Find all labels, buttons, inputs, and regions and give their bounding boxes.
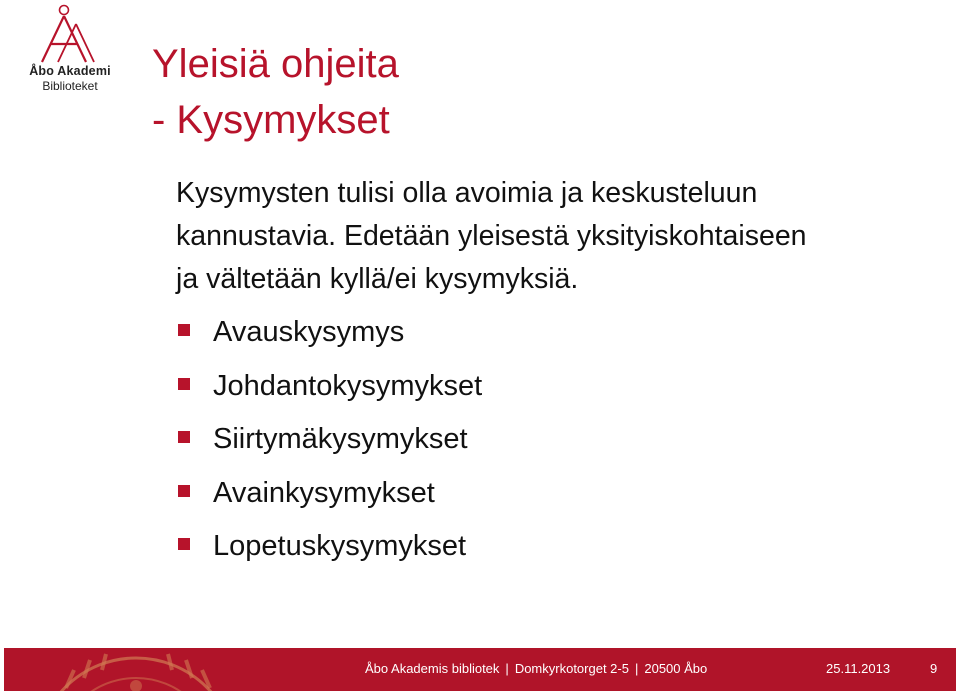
footer-library: Åbo Akademis bibliotek	[365, 661, 500, 676]
list-item-label: Siirtymäkysymykset	[213, 423, 468, 455]
logo-emblem-icon	[28, 4, 112, 66]
university-seal-icon	[36, 648, 236, 691]
slide-title: Yleisiä ohjeita	[152, 42, 399, 86]
page-number: 9	[930, 661, 938, 676]
footer-address	[365, 661, 707, 676]
body-paragraph	[176, 172, 916, 301]
footer-postal: 20500 Åbo	[644, 661, 708, 676]
logo-name: Åbo Akademi	[29, 64, 111, 78]
list-item	[178, 366, 482, 420]
slide-subtitle: - Kysymykset	[152, 98, 390, 142]
logo-subtitle: Biblioteket	[42, 79, 98, 93]
list-item-label: Johdantokysymykset	[213, 369, 483, 402]
square-bullet-icon	[178, 485, 190, 497]
list-item	[178, 526, 482, 580]
list-item-label: Avainkysymykset	[213, 476, 435, 509]
body-line-2: kannustavia. Edetään yleisestä yksityiskohtaiseen	[176, 220, 807, 252]
square-bullet-icon	[178, 378, 190, 390]
footer-bar	[4, 648, 956, 691]
list-item	[178, 473, 482, 527]
footer-date: 25.11.2013	[826, 661, 891, 676]
footer-street: Domkyrkotorget 2-5	[514, 661, 629, 676]
square-bullet-icon	[178, 538, 190, 550]
square-bullet-icon	[178, 324, 190, 336]
footer-separator: |	[505, 661, 509, 676]
body-line-3: ja vältetään kyllä/ei kysymyksiä.	[176, 263, 579, 295]
list-item-label: Lopetuskysymykset	[213, 530, 467, 562]
list-item-label: Avauskysymys	[213, 316, 405, 348]
question-type-list	[178, 312, 482, 580]
body-line-1: Kysymysten tulisi olla avoimia ja keskusteluun	[176, 177, 758, 209]
list-item	[178, 419, 482, 473]
footer-separator: |	[634, 661, 639, 676]
square-bullet-icon	[178, 431, 190, 443]
list-item	[178, 312, 482, 366]
